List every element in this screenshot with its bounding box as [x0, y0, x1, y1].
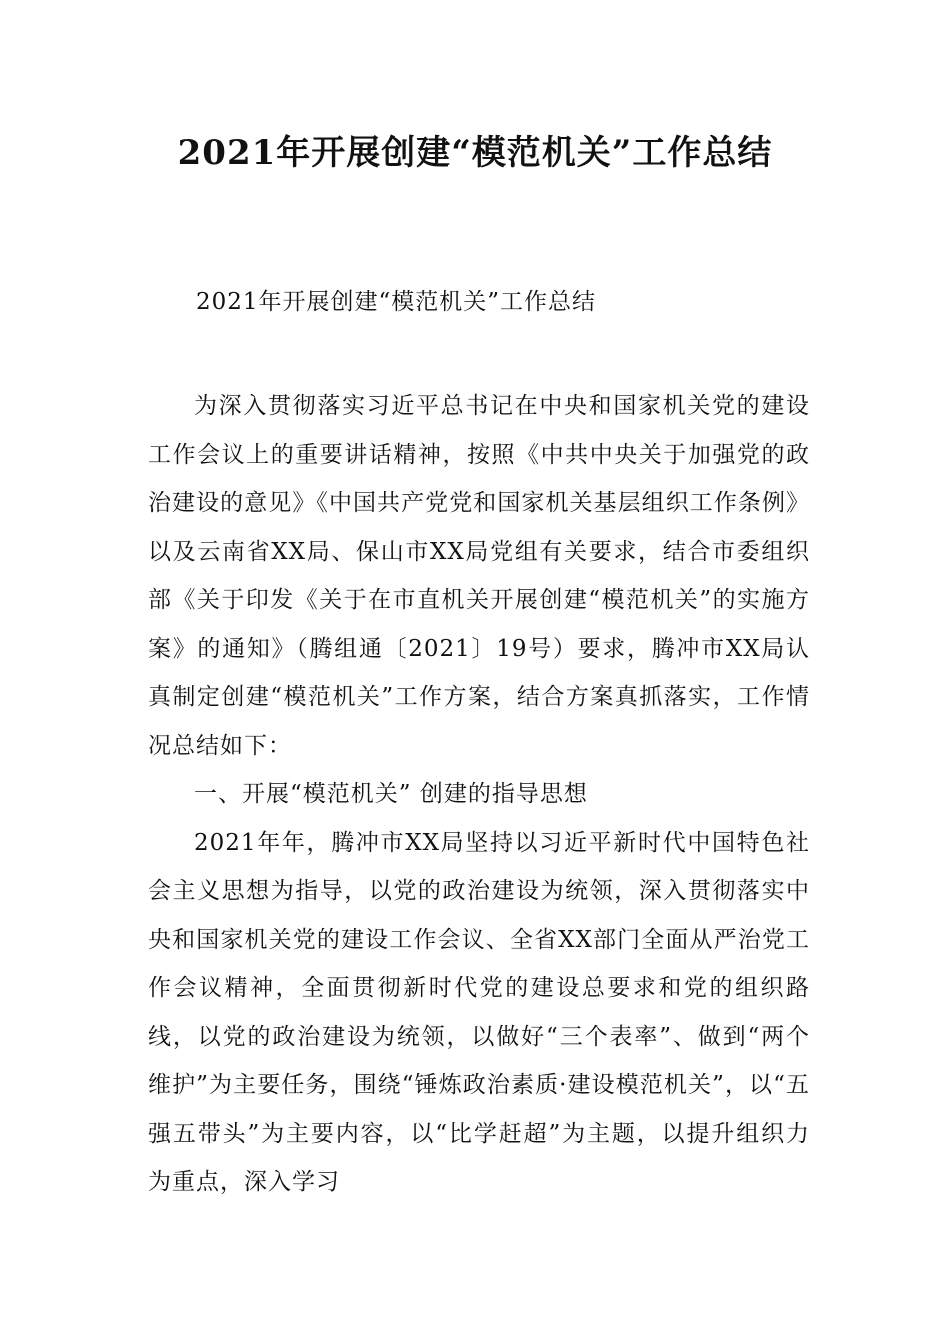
paragraph-guiding-thought: 2021年年，腾冲市XX局坚持以习近平新时代中国特色社会主义思想为指导，以党的政治建设为统领，深入贯彻落实中央和国家机关党的建设工作会议、全省XX部门全面从严治党工作会议精神，全面贯彻新时代党的建设总要求和党的组织路线，以党的政治建设为统领，以做好“三个表率”、做到“两个维护”为主要任务，围绕“锤炼政治素质·建设模范机关”，以“五强五带头”为主要内容，以“比学赶超”为主题，以提升组织力为重点，深入学习	[148, 829, 810, 1195]
paragraph-intro: 为深入贯彻落实习近平总书记在中央和国家机关党的建设工作会议上的重要讲话精神，按照《中共中央关于加强党的政治建设的意见》《中国共产党党和国家机关基层组织工作条例》以及云南省XX局、保山市XX局党组有关要求，结合市委组织部《关于印发《关于在市直机关开展创建“模范机关”的实施方案》的通知》（腾组通〔2021〕19号）要求，腾冲市XX局认真制定创建“模范机关”工作方案，结合方案真抓落实，工作情况总结如下：	[148, 393, 810, 759]
document-subtitle: 2021年开展创建“模范机关”工作总结	[196, 289, 597, 315]
document-title: 2021年开展创建“模范机关”工作总结	[177, 133, 773, 173]
document-body	[148, 382, 810, 1207]
section-heading-guiding-thought: 一、开展“模范机关” 创建的指导思想	[194, 781, 588, 807]
